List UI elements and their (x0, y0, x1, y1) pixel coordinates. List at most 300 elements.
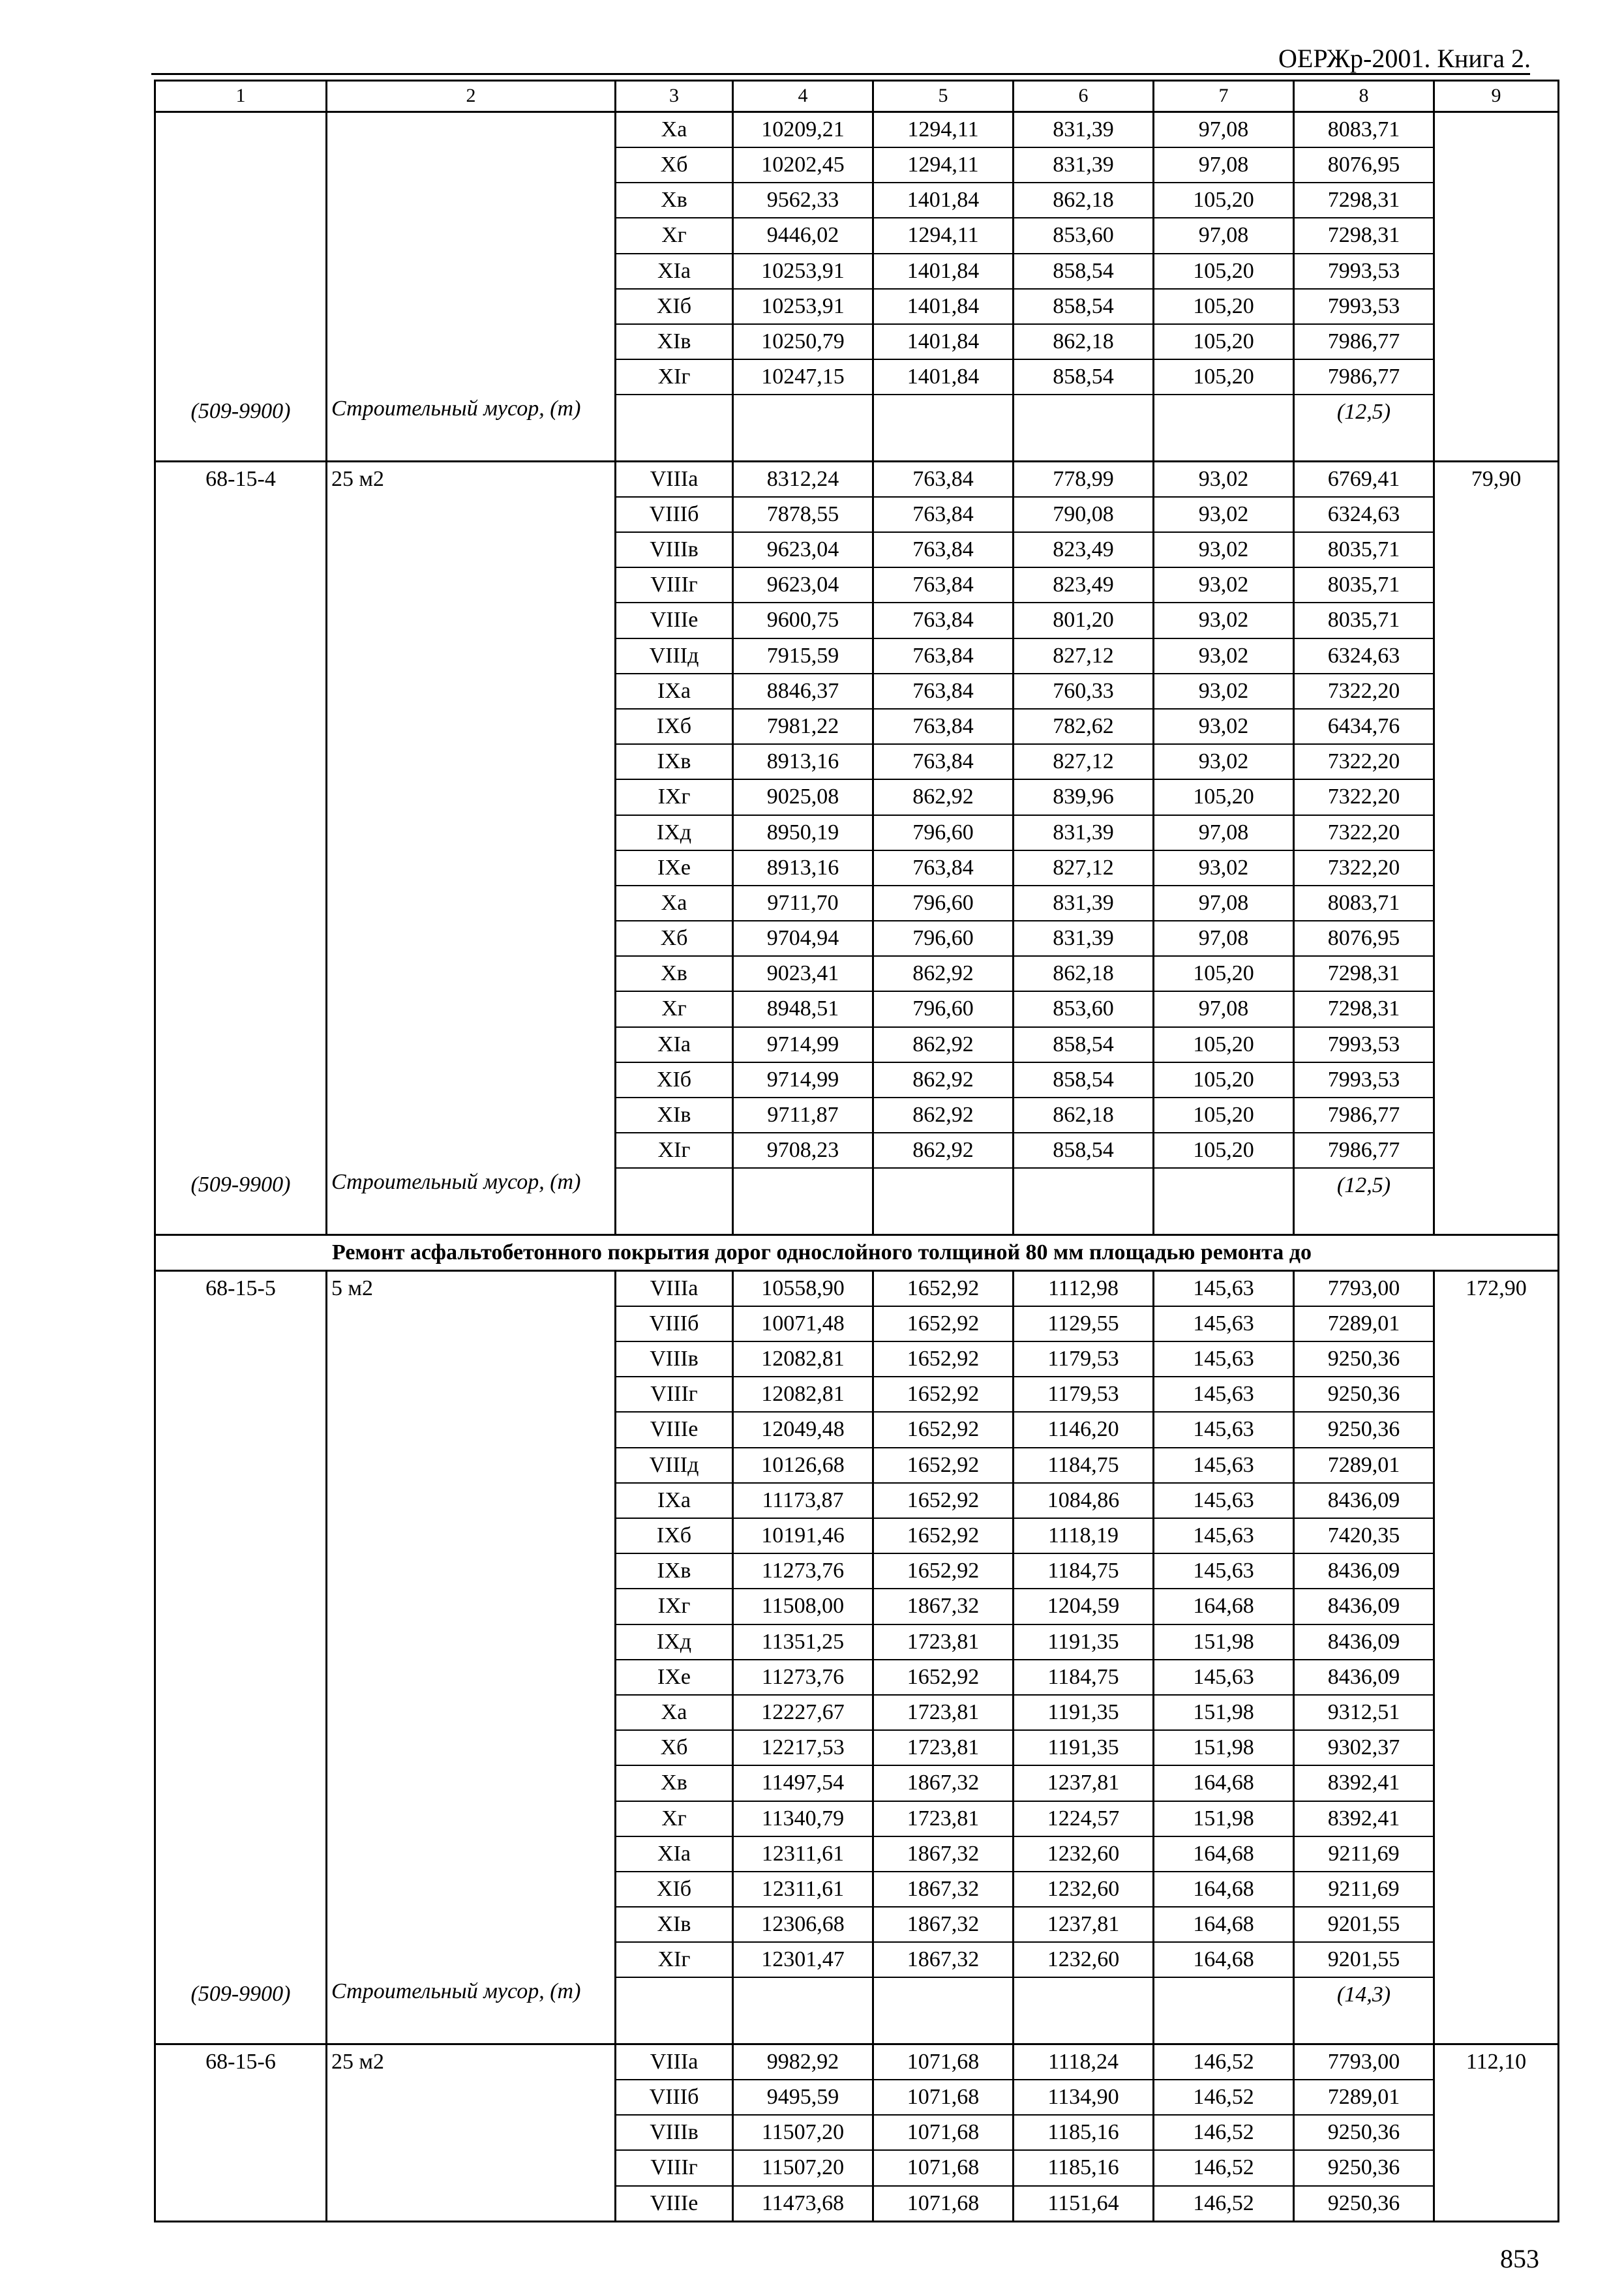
total-cell (1434, 779, 1559, 815)
table-row (155, 1412, 1559, 1447)
value-cell: 6769,41 (1294, 461, 1434, 497)
value-cell: 1071,68 (873, 2115, 1014, 2150)
total-cell (1434, 1589, 1559, 1624)
value-cell: 862,92 (873, 1027, 1014, 1062)
description-cell (327, 1836, 616, 1872)
value-cell: 8035,71 (1294, 567, 1434, 603)
value-cell: 93,02 (1154, 532, 1294, 567)
value-cell: 1184,75 (1014, 1553, 1154, 1589)
table-row (155, 2080, 1559, 2115)
value-cell: Xг (616, 1801, 733, 1836)
table-row (155, 1448, 1559, 1483)
column-number: 8 (1294, 81, 1434, 112)
column-number: 2 (327, 81, 616, 112)
price-table (154, 80, 1559, 2222)
table-row (155, 532, 1559, 567)
value-cell: 9250,36 (1294, 1377, 1434, 1412)
value-cell: 8083,71 (1294, 886, 1434, 921)
value-cell: VIIIг (616, 1377, 733, 1412)
refuse-code: (509-9900) (155, 395, 327, 461)
code-cell (155, 218, 327, 253)
value-cell: 9714,99 (733, 1062, 873, 1098)
value-cell: 7298,31 (1294, 218, 1434, 253)
value-cell: 858,54 (1014, 1062, 1154, 1098)
value-cell: 1118,19 (1014, 1518, 1154, 1553)
code-cell (155, 638, 327, 674)
code-cell (155, 1730, 327, 1765)
section-row (155, 1234, 1559, 1270)
total-cell (1434, 2080, 1559, 2115)
value-cell: 1723,81 (873, 1624, 1014, 1660)
value-cell: 97,08 (1154, 815, 1294, 850)
description-cell (327, 991, 616, 1026)
total-cell (1434, 674, 1559, 709)
value-cell: 862,92 (873, 1133, 1014, 1168)
description-cell (327, 1062, 616, 1098)
value-cell: 858,54 (1014, 1027, 1154, 1062)
total-cell (1434, 2150, 1559, 2185)
value-cell: 151,98 (1154, 1801, 1294, 1836)
total-cell (1434, 289, 1559, 324)
value-cell: 12311,61 (733, 1872, 873, 1907)
table-row (155, 1483, 1559, 1518)
value-cell: 8392,41 (1294, 1765, 1434, 1801)
value-cell: 8076,95 (1294, 921, 1434, 956)
value-cell: Xб (616, 147, 733, 183)
empty-cell (1434, 1168, 1559, 1234)
total-cell (1434, 1942, 1559, 1977)
value-cell: 9982,92 (733, 2044, 873, 2080)
value-cell: 10126,68 (733, 1448, 873, 1483)
value-cell: Xв (616, 1765, 733, 1801)
value-cell: 10191,46 (733, 1518, 873, 1553)
value-cell: IXв (616, 744, 733, 779)
empty-cell (616, 395, 733, 461)
empty-cell (1014, 395, 1154, 461)
value-cell: 8035,71 (1294, 603, 1434, 638)
value-cell: 11473,68 (733, 2186, 873, 2222)
value-cell: 93,02 (1154, 709, 1294, 744)
value-cell: 105,20 (1154, 1027, 1294, 1062)
value-cell: 10071,48 (733, 1306, 873, 1341)
empty-cell (1154, 395, 1294, 461)
total-cell (1434, 1836, 1559, 1872)
value-cell: 1191,35 (1014, 1695, 1154, 1730)
code-cell (155, 1098, 327, 1133)
value-cell: 6434,76 (1294, 709, 1434, 744)
value-cell: 1185,16 (1014, 2115, 1154, 2150)
value-cell: 7986,77 (1294, 1133, 1434, 1168)
code-cell (155, 1133, 327, 1168)
value-cell: 1232,60 (1014, 1942, 1154, 1977)
value-cell: 105,20 (1154, 324, 1294, 359)
total-cell: 172,90 (1434, 1270, 1559, 1306)
value-cell: 1237,81 (1014, 1765, 1154, 1801)
code-cell (155, 2080, 327, 2115)
value-cell: 9025,08 (733, 779, 873, 815)
description-cell (327, 112, 616, 148)
value-cell: 9708,23 (733, 1133, 873, 1168)
value-cell: 862,92 (873, 1098, 1014, 1133)
empty-cell (1434, 395, 1559, 461)
value-cell: 9250,36 (1294, 1412, 1434, 1447)
value-cell: 7986,77 (1294, 359, 1434, 395)
code-cell (155, 1872, 327, 1907)
value-cell: 12082,81 (733, 1341, 873, 1377)
description-cell (327, 1412, 616, 1447)
total-cell (1434, 1133, 1559, 1168)
total-cell (1434, 147, 1559, 183)
value-cell: 1401,84 (873, 359, 1014, 395)
table-row (155, 1907, 1559, 1942)
value-cell: 1294,11 (873, 218, 1014, 253)
code-cell (155, 497, 327, 532)
description-cell (327, 603, 616, 638)
value-cell: IXб (616, 1518, 733, 1553)
value-cell: IXб (616, 709, 733, 744)
value-cell: 105,20 (1154, 359, 1294, 395)
value-cell: 145,63 (1154, 1518, 1294, 1553)
refuse-value: (12,5) (1294, 395, 1434, 461)
total-cell (1434, 709, 1559, 744)
table-row (155, 850, 1559, 886)
value-cell: 7981,22 (733, 709, 873, 744)
value-cell: 1401,84 (873, 324, 1014, 359)
code-cell (155, 1801, 327, 1836)
value-cell: 9711,70 (733, 886, 873, 921)
code-cell (155, 1589, 327, 1624)
value-cell: 12306,68 (733, 1907, 873, 1942)
table-row (155, 815, 1559, 850)
code-cell (155, 2115, 327, 2150)
value-cell: 12301,47 (733, 1942, 873, 1977)
value-cell: 12217,53 (733, 1730, 873, 1765)
description-cell (327, 1624, 616, 1660)
total-cell (1434, 921, 1559, 956)
code-cell (155, 1624, 327, 1660)
description-cell (327, 289, 616, 324)
value-cell: VIIIг (616, 2150, 733, 2185)
code-cell (155, 1836, 327, 1872)
empty-cell (1154, 1977, 1294, 2044)
table-row (155, 603, 1559, 638)
value-cell: 12049,48 (733, 1412, 873, 1447)
description-cell (327, 359, 616, 395)
value-cell: 9312,51 (1294, 1695, 1434, 1730)
value-cell: 1224,57 (1014, 1801, 1154, 1836)
value-cell: 11273,76 (733, 1553, 873, 1589)
total-cell (1434, 991, 1559, 1026)
description-cell: 25 м2 (327, 2044, 616, 2080)
value-cell: 1652,92 (873, 1518, 1014, 1553)
document-header: ОЕРЖр-2001. Книга 2. (1278, 44, 1531, 73)
description-cell (327, 147, 616, 183)
value-cell: 9623,04 (733, 567, 873, 603)
value-cell: XIв (616, 1907, 733, 1942)
refuse-name: Строительный мусор, (т) (327, 1168, 616, 1234)
value-cell: 10253,91 (733, 289, 873, 324)
refuse-row (155, 1168, 1559, 1234)
empty-cell (873, 395, 1014, 461)
empty-cell (733, 395, 873, 461)
value-cell: Xв (616, 183, 733, 218)
code-cell (155, 1341, 327, 1377)
value-cell: VIIIе (616, 603, 733, 638)
total-cell (1434, 1062, 1559, 1098)
table-row (155, 497, 1559, 532)
value-cell: VIIIб (616, 497, 733, 532)
value-cell: 7993,53 (1294, 254, 1434, 289)
description-cell (327, 2115, 616, 2150)
code-cell (155, 1448, 327, 1483)
value-cell: 1232,60 (1014, 1872, 1154, 1907)
value-cell: 164,68 (1154, 1765, 1294, 1801)
value-cell: 164,68 (1154, 1942, 1294, 1977)
code-cell (155, 886, 327, 921)
total-cell (1434, 850, 1559, 886)
value-cell: 7986,77 (1294, 1098, 1434, 1133)
table-row (155, 183, 1559, 218)
value-cell: 862,18 (1014, 1098, 1154, 1133)
value-cell: 1112,98 (1014, 1270, 1154, 1306)
code-cell (155, 289, 327, 324)
description-cell (327, 1518, 616, 1553)
total-cell (1434, 1377, 1559, 1412)
value-cell: IXа (616, 1483, 733, 1518)
table-row (155, 1836, 1559, 1872)
code-cell (155, 1377, 327, 1412)
column-number: 1 (155, 81, 327, 112)
value-cell: 9446,02 (733, 218, 873, 253)
description-cell (327, 1907, 616, 1942)
code-cell (155, 744, 327, 779)
total-cell (1434, 2186, 1559, 2222)
description-cell (327, 674, 616, 709)
table-row (155, 991, 1559, 1026)
value-cell: 1723,81 (873, 1730, 1014, 1765)
code-cell (155, 1660, 327, 1695)
value-cell: 9562,33 (733, 183, 873, 218)
value-cell: 151,98 (1154, 1624, 1294, 1660)
value-cell: 8436,09 (1294, 1553, 1434, 1589)
value-cell: 8076,95 (1294, 147, 1434, 183)
value-cell: 1401,84 (873, 183, 1014, 218)
table-body (155, 81, 1559, 2222)
value-cell: 763,84 (873, 461, 1014, 497)
description-cell (327, 1801, 616, 1836)
value-cell: 823,49 (1014, 532, 1154, 567)
description-cell (327, 1483, 616, 1518)
total-cell (1434, 1730, 1559, 1765)
value-cell: 1723,81 (873, 1801, 1014, 1836)
value-cell: 10202,45 (733, 147, 873, 183)
empty-cell (873, 1168, 1014, 1234)
value-cell: 1652,92 (873, 1448, 1014, 1483)
value-cell: 146,52 (1154, 2080, 1294, 2115)
column-number-row (155, 81, 1559, 112)
empty-cell (733, 1977, 873, 2044)
value-cell: IXд (616, 1624, 733, 1660)
value-cell: 105,20 (1154, 779, 1294, 815)
value-cell: 8436,09 (1294, 1483, 1434, 1518)
value-cell: Xб (616, 1730, 733, 1765)
value-cell: 9704,94 (733, 921, 873, 956)
value-cell: 146,52 (1154, 2115, 1294, 2150)
description-cell (327, 183, 616, 218)
total-cell (1434, 2115, 1559, 2150)
code-cell (155, 112, 327, 148)
table-row (155, 1624, 1559, 1660)
value-cell: 97,08 (1154, 112, 1294, 148)
table-row (155, 1765, 1559, 1801)
description-cell (327, 921, 616, 956)
value-cell: 97,08 (1154, 921, 1294, 956)
value-cell: 164,68 (1154, 1872, 1294, 1907)
page-number: 853 (1500, 2244, 1539, 2273)
total-cell (1434, 1518, 1559, 1553)
table-row (155, 779, 1559, 815)
value-cell: XIг (616, 1942, 733, 1977)
value-cell: 801,20 (1014, 603, 1154, 638)
refuse-value: (14,3) (1294, 1977, 1434, 2044)
column-number: 4 (733, 81, 873, 112)
value-cell: 1084,86 (1014, 1483, 1154, 1518)
value-cell: 8392,41 (1294, 1801, 1434, 1836)
value-cell: 97,08 (1154, 147, 1294, 183)
value-cell: XIб (616, 1062, 733, 1098)
description-cell (327, 1695, 616, 1730)
value-cell: 7298,31 (1294, 183, 1434, 218)
total-cell (1434, 1306, 1559, 1341)
value-cell: 858,54 (1014, 359, 1154, 395)
value-cell: 1652,92 (873, 1553, 1014, 1589)
header-rule (151, 73, 1530, 75)
description-cell (327, 1765, 616, 1801)
value-cell: VIIIб (616, 2080, 733, 2115)
total-cell (1434, 112, 1559, 148)
description-cell (327, 1377, 616, 1412)
table-row (155, 1801, 1559, 1836)
code-cell (155, 991, 327, 1026)
refuse-value: (12,5) (1294, 1168, 1434, 1234)
code-cell (155, 1483, 327, 1518)
value-cell: 10253,91 (733, 254, 873, 289)
total-cell (1434, 1801, 1559, 1836)
value-cell: 105,20 (1154, 1133, 1294, 1168)
value-cell: 1867,32 (873, 1907, 1014, 1942)
value-cell: 7793,00 (1294, 1270, 1434, 1306)
value-cell: 11273,76 (733, 1660, 873, 1695)
value-cell: 839,96 (1014, 779, 1154, 815)
description-cell (327, 2150, 616, 2185)
value-cell: 831,39 (1014, 886, 1154, 921)
table-row (155, 886, 1559, 921)
description-cell (327, 886, 616, 921)
description-cell: 25 м2 (327, 461, 616, 497)
code-cell (155, 1518, 327, 1553)
value-cell: Xа (616, 112, 733, 148)
value-cell: 1652,92 (873, 1341, 1014, 1377)
value-cell: 862,18 (1014, 956, 1154, 991)
column-number: 3 (616, 81, 733, 112)
value-cell: Xа (616, 1695, 733, 1730)
value-cell: 1867,32 (873, 1942, 1014, 1977)
total-cell (1434, 532, 1559, 567)
value-cell: 9250,36 (1294, 1341, 1434, 1377)
code-cell (155, 603, 327, 638)
value-cell: 145,63 (1154, 1448, 1294, 1483)
value-cell: 7878,55 (733, 497, 873, 532)
table-row (155, 2150, 1559, 2185)
empty-cell (1154, 1168, 1294, 1234)
value-cell: XIв (616, 1098, 733, 1133)
value-cell: 1179,53 (1014, 1377, 1154, 1412)
value-cell: 763,84 (873, 603, 1014, 638)
table-row (155, 674, 1559, 709)
table-row (155, 289, 1559, 324)
value-cell: 145,63 (1154, 1270, 1294, 1306)
value-cell: 1294,11 (873, 147, 1014, 183)
total-cell (1434, 1412, 1559, 1447)
table-row (155, 147, 1559, 183)
value-cell: VIIIв (616, 2115, 733, 2150)
value-cell: 93,02 (1154, 674, 1294, 709)
value-cell: 105,20 (1154, 183, 1294, 218)
value-cell: 9623,04 (733, 532, 873, 567)
value-cell: 831,39 (1014, 921, 1154, 956)
description-cell (327, 218, 616, 253)
table-row (155, 1730, 1559, 1765)
description-cell (327, 638, 616, 674)
value-cell: 831,39 (1014, 147, 1154, 183)
refuse-code: (509-9900) (155, 1977, 327, 2044)
value-cell: 831,39 (1014, 112, 1154, 148)
value-cell: 10250,79 (733, 324, 873, 359)
value-cell: VIIIа (616, 1270, 733, 1306)
total-cell (1434, 359, 1559, 395)
description-cell (327, 1872, 616, 1907)
refuse-name: Строительный мусор, (т) (327, 395, 616, 461)
code-cell (155, 1695, 327, 1730)
description-cell (327, 779, 616, 815)
table-row (155, 956, 1559, 991)
table-row (155, 1306, 1559, 1341)
value-cell: 1191,35 (1014, 1624, 1154, 1660)
value-cell: 105,20 (1154, 254, 1294, 289)
value-cell: 862,18 (1014, 183, 1154, 218)
value-cell: VIIIа (616, 2044, 733, 2080)
table-row (155, 1062, 1559, 1098)
value-cell: XIа (616, 1836, 733, 1872)
value-cell: 1146,20 (1014, 1412, 1154, 1447)
description-cell (327, 2186, 616, 2222)
empty-cell (733, 1168, 873, 1234)
value-cell: 105,20 (1154, 1098, 1294, 1133)
total-cell (1434, 603, 1559, 638)
value-cell: 1071,68 (873, 2044, 1014, 2080)
total-cell (1434, 1660, 1559, 1695)
value-cell: 778,99 (1014, 461, 1154, 497)
value-cell: 7322,20 (1294, 850, 1434, 886)
description-cell (327, 567, 616, 603)
description-cell: 5 м2 (327, 1270, 616, 1306)
value-cell: 8083,71 (1294, 112, 1434, 148)
total-cell (1434, 744, 1559, 779)
value-cell: 1134,90 (1014, 2080, 1154, 2115)
total-cell (1434, 1624, 1559, 1660)
description-cell (327, 1660, 616, 1695)
total-cell (1434, 497, 1559, 532)
